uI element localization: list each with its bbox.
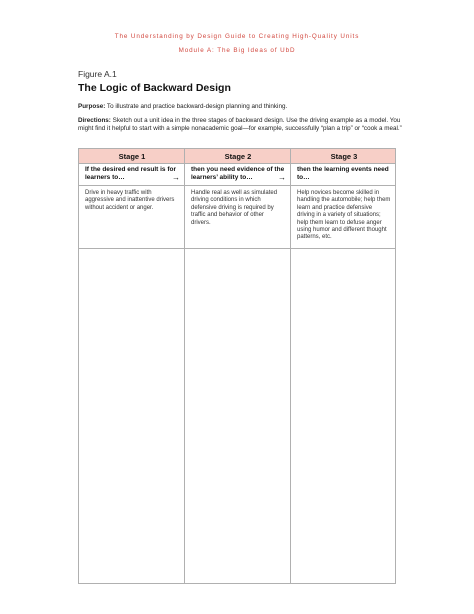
stage-1-example: Drive in heavy traffic with aggressive and inattentive drivers without accident or anger. (85, 190, 175, 211)
stage-2-blank-cell[interactable] (185, 249, 290, 583)
stage-3-heading: then the learning events need to… (297, 166, 389, 181)
purpose-text: To illustrate and practice backward-design planning and thinking. (105, 103, 288, 110)
stage-2-heading: then you need evidence of the learners’ ability to… (191, 166, 285, 181)
directions-paragraph (78, 117, 403, 134)
running-header-title: The Understanding by Design Guide to Creating High-Quality Units (114, 33, 360, 40)
stage-3-title: Stage 3 (330, 152, 358, 161)
row-divider (79, 185, 395, 186)
figure-label: Figure A.1 (78, 69, 117, 79)
directions-label: Directions: (78, 117, 111, 124)
purpose-paragraph (78, 103, 403, 111)
purpose-label: Purpose: (78, 103, 106, 110)
stage-1-heading: If the desired end result is for learners to… (85, 166, 177, 181)
stage-1-blank-cell[interactable] (79, 249, 184, 583)
stage-2-example: Handle real as well as simulated driving conditions in which defensive driving is required by traffic and behavior of other drivers. (191, 190, 278, 226)
stage-3-blank-cell[interactable] (291, 249, 395, 583)
arrow-right-icon: → (172, 173, 180, 182)
stage-2-title: Stage 2 (224, 152, 252, 161)
stage-3-example: Help novices become skilled in handling the automobile; help them learn and practice defensive driving in a variety of situations; help them learn to defuse anger using humor and different thought patterns, etc. (297, 190, 391, 241)
figure-title: The Logic of Backward Design (78, 82, 231, 94)
stage-1-title: Stage 1 (118, 152, 146, 161)
arrow-right-icon: → (278, 173, 286, 182)
row-divider (79, 163, 395, 164)
backward-design-table (78, 148, 396, 584)
running-header-module: Module A: The Big Ideas of UbD (178, 47, 296, 54)
directions-text: Sketch out a unit idea in the three stages of backward design. Use the driving example as a model. You might find it helpful to start with a simple nonacademic goal—for example, successfully “plan a trip” or “cook a meal.” (78, 117, 402, 133)
